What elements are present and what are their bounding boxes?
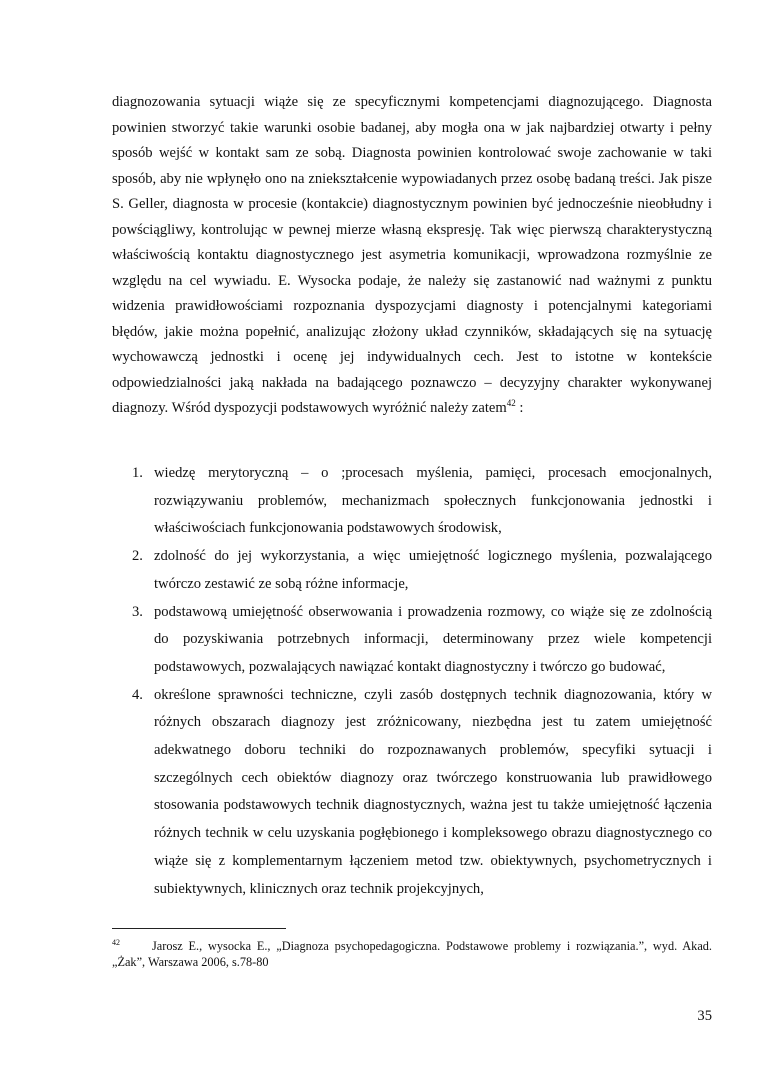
list-item-text: określone sprawności techniczne, czyli zasób dostępnych technik diagnozowania, który w różnych obszarach diagnozy jest zróżnicowany, niezbędna jest tu zatem umiejętność adekwatnego doboru techniki do rozpoznawanych problemów, specyfiki sytuacji i szczególnych cech obiektów diagnozy oraz twórczego konstruowania lub prawidłowego stosowania podstawowych technik diagnostycznych, ważna jest tu także umiejętność łączenia różnych technik w celu uzyskania pogłębionego i kompleksowego obrazu diagnostycznego co wiąże się z komplementarnym łączeniem metod tzw. obiektywnych, psychometrycznych i subiektywnych, klinicznych oraz technik projekcyjnych,	[154, 686, 712, 897]
page-number: 35	[697, 1008, 712, 1024]
footnote-number: 42	[112, 938, 120, 947]
body-paragraph	[112, 90, 712, 422]
footnote	[112, 938, 712, 970]
list-item-text: wiedzę merytoryczną – o ;procesach myślenia, pamięci, procesach emocjonalnych, rozwiązywaniu problemów, mechanizmach społecznych funkcjonowania jednostki i właściwościach funkcjonowania podstawowych środowisk,	[154, 465, 712, 537]
list-item	[112, 543, 712, 598]
footnote-reference[interactable]: 42	[506, 398, 516, 409]
list-item	[112, 682, 712, 904]
list-item-number: 1.	[132, 465, 143, 481]
footnote-divider	[112, 928, 286, 929]
list-item-text: podstawową umiejętność obserwowania i prowadzenia rozmowy, co wiąże się ze zdolnością do pozyskiwania potrzebnych informacji, determinowany przez wiele kompetencji podstawowych, pozwalających nawiązać kontakt diagnostyczny i twórczo go budować,	[154, 603, 712, 675]
list-item	[112, 599, 712, 682]
paragraph-colon: :	[515, 400, 524, 416]
list-item-number: 4.	[132, 686, 143, 703]
list-item-text: zdolność do jej wykorzystania, a więc umiejętność logicznego myślenia, pozwalającego twórczo zestawić ze sobą różne informacje,	[154, 548, 712, 592]
list-item	[112, 460, 712, 543]
dispositions-list	[112, 460, 712, 903]
footnote-text: Jarosz E., wysocka E., „Diagnoza psychopedagogiczna. Podstawowe problemy i rozwiązania.”, wyd. Akad. „Żak”, Warszawa 2006, s.78-80	[112, 939, 712, 969]
list-item-number: 3.	[132, 603, 143, 620]
paragraph-text: diagnozowania sytuacji wiąże się ze specyficznymi kompetencjami diagnozującego. Diagnosta powinien stworzyć takie warunki osobie badanej, aby mogła ona w jak najbardziej otwarty i pełny sposób wejść w kontakt sam ze sobą. Diagnosta powinien kontrolować swoje zachowanie w taki sposób, aby nie wpłynęło ono na zniekształcenie wypowiadanych przez osobę badaną treści. Jak pisze S. Geller, diagnosta w procesie (kontakcie) diagnostycznym powinien być jednocześnie nieobłudny i powściągliwy, kontrolując w pewnej mierze własną ekspresję. Tak więc pierwszą charakterystyczną właściwością kontaktu diagnostycznego jest asymetria komunikacji, wprowadzona rozmyślnie ze względu na cel wywiadu. E. Wysocka podaje, że należy się zastanowić nad ważnymi z punktu widzenia prawidłowościami rozpoznania dyspozycjami diagnosty i potencjalnymi kategoriami błędów, jakie można popełnić, analizując złożony układ czynników, składających się na sytuację wychowawczą jednostki i ocenę jej indywidualnych cech. Jest to istotne w kontekście odpowiedzialności jaką nakłada na badającego poznawczo – decyzyjny charakter wykonywanej diagnozy. Wśród dyspozycji podstawowych wyróżnić należy zatem	[112, 94, 712, 416]
list-item-number: 2.	[132, 548, 143, 565]
